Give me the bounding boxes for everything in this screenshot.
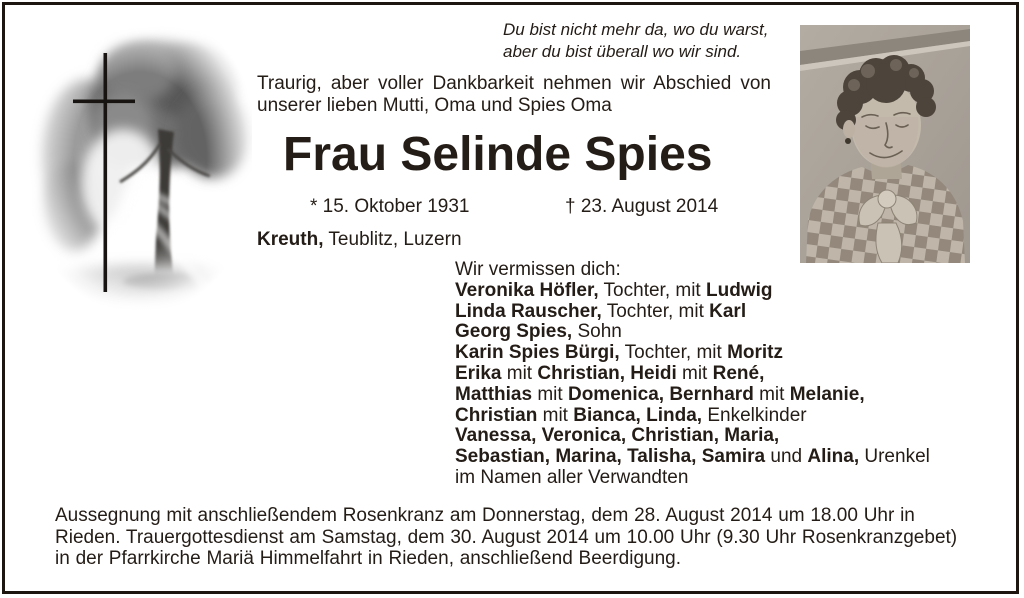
death-date: † 23. August 2014 [565, 196, 719, 217]
birth-date: * 15. Oktober 1931 [310, 196, 470, 217]
mourner-line: Veronika Höfler, Tochter, mit Ludwig [455, 279, 773, 301]
deceased-name: Frau Selinde Spies [283, 128, 713, 181]
farewell-text [257, 73, 771, 117]
mourner-line: Matthias mit Domenica, Bernhard mit Melanie, [455, 383, 865, 405]
mourners-intro: Wir vermissen dich: [455, 259, 621, 280]
mourner-line: Sebastian, Marina, Talisha, Samira und Alina, Urenkel [455, 446, 930, 468]
life-dates [0, 196, 1024, 220]
farewell-line-2: unserer lieben Mutti, Oma und Spies Oma [257, 95, 612, 116]
announcement-line-1: Aussegnung mit anschließendem Rosenkranz am Donnerstag, dem 28. August 2014 um 18.00 Uhr in [55, 505, 915, 526]
mourner-line: im Namen aller Verwandten [455, 466, 689, 488]
announcement-line-3: in der Pfarrkirche Mariä Himmelfahrt in Rieden, anschließend Beerdigung. [55, 548, 682, 570]
farewell-line-1: Traurig, aber voller Dankbarkeit nehmen wir Abschied von [257, 73, 771, 94]
place-primary: Kreuth, [257, 229, 324, 250]
mourner-line: Karin Spies Bürgi, Tochter, mit Moritz [455, 342, 783, 364]
memorial-quote [503, 19, 769, 63]
mourners-list [455, 260, 930, 489]
places-line [257, 229, 462, 251]
tree-illustration [28, 22, 252, 312]
mourner-line: Erika mit Christian, Heidi mit René, [455, 362, 765, 384]
quote-line-2: aber du bist überall wo wir sind. [503, 42, 742, 61]
mourner-line: Linda Rauscher, Tochter, mit Karl [455, 300, 747, 322]
mourner-line: Vanessa, Veronica, Christian, Maria, [455, 425, 780, 447]
places-rest: Teublitz, Luzern [323, 229, 462, 250]
funeral-announcement [55, 505, 957, 570]
quote-line-1: Du bist nicht mehr da, wo du warst, [503, 20, 769, 39]
announcement-line-2: Rieden. Trauergottesdienst am Samstag, dem 30. August 2014 um 10.00 Uhr (9.30 Uhr Rosenkranzgebet) [55, 526, 958, 548]
tree-memorial-image [28, 22, 252, 312]
mourner-line: Georg Spies, Sohn [455, 321, 622, 343]
mourner-line: Christian mit Bianca, Linda, Enkelkinder [455, 404, 807, 426]
portrait-photo [800, 25, 970, 263]
